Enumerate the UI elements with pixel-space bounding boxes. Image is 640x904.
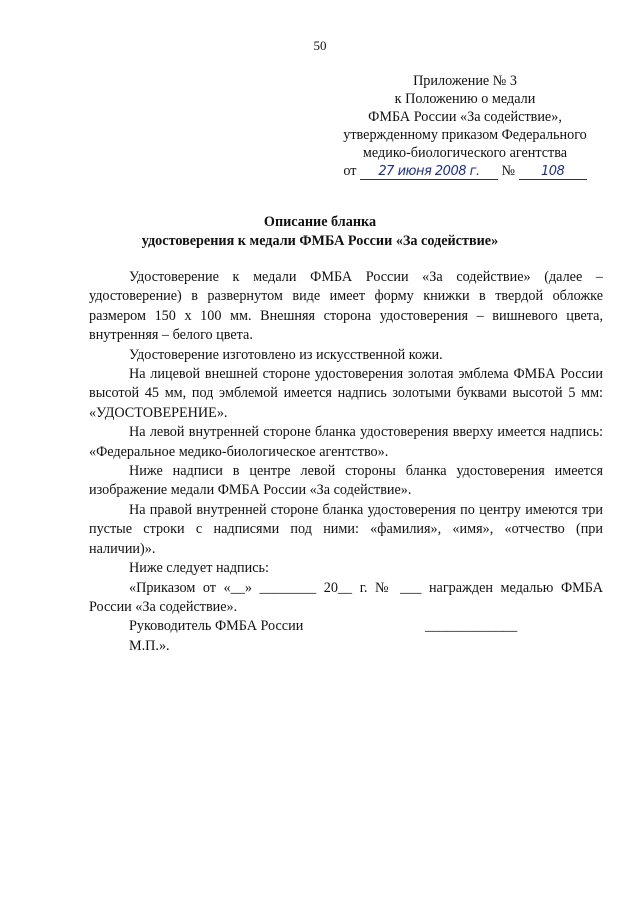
number-sign: №	[501, 163, 516, 179]
appendix-date-line	[320, 162, 610, 180]
handwritten-date: 27 июня 2008 г.	[360, 165, 498, 180]
appendix-line-1: Приложение № 3	[413, 73, 517, 89]
document-body	[89, 268, 603, 657]
handwritten-number: 108	[519, 165, 587, 180]
title-line-2: удостоверения к медали ФМБА России «За содействие»	[141, 233, 499, 249]
signature-row	[89, 617, 603, 637]
appendix-line-2: к Положению о медали	[394, 91, 536, 107]
signature-blank: _____________	[425, 618, 518, 635]
appendix-line-4: утвержденному приказом Федерального	[343, 127, 587, 143]
page-number: 50	[313, 38, 327, 53]
appendix-line-5: медико-биологического агентства	[362, 145, 568, 161]
title-line-1: Описание бланка	[263, 214, 377, 230]
paragraph: Удостоверение изготовлено из искусственной кожи.	[129, 346, 443, 363]
signature-label: Руководитель ФМБА России	[129, 618, 304, 635]
appendix-header	[320, 72, 610, 180]
seal-place-mark: М.П.».	[129, 638, 170, 655]
paragraph: На лицевой внешней стороне удостоверения золотая эмблема ФМБА России высотой 45 мм, под эмблемой имеется надпись золотыми буквами высотой 5 мм: «УДОСТОВЕРЕНИЕ».	[89, 366, 603, 421]
paragraph: На правой внутренней стороне бланка удостоверения по центру имеются три пустые строки с надписями под ними: «фамилия», «имя», «отчество (при наличии)».	[89, 501, 603, 557]
paragraph: Ниже надписи в центре левой стороны бланка удостоверения имеется изображение медали ФМБА России «За содействие».	[89, 463, 603, 499]
paragraph: Удостоверение к медали ФМБА России «За содействие» (далее – удостоверение) в развернутом виде имеет форму книжки в твердой обложке размером 150 х 100 мм. Внешняя сторона удостоверения – вишневого цвета, внутренняя – белого цвета.	[89, 269, 603, 344]
paragraph: На левой внутренней стороне бланка удостоверения вверху имеется надпись: «Федеральное медико-биологическое агентство».	[89, 424, 603, 460]
date-prefix: от	[343, 163, 357, 179]
document-title	[0, 213, 640, 251]
paragraph: Ниже следует надпись:	[129, 560, 269, 577]
appendix-line-3: ФМБА России «За содействие»,	[368, 109, 562, 125]
paragraph: «Приказом от «__» ________ 20__ г. № ___ награжден медалью ФМБА России «За содействие».	[89, 579, 603, 615]
